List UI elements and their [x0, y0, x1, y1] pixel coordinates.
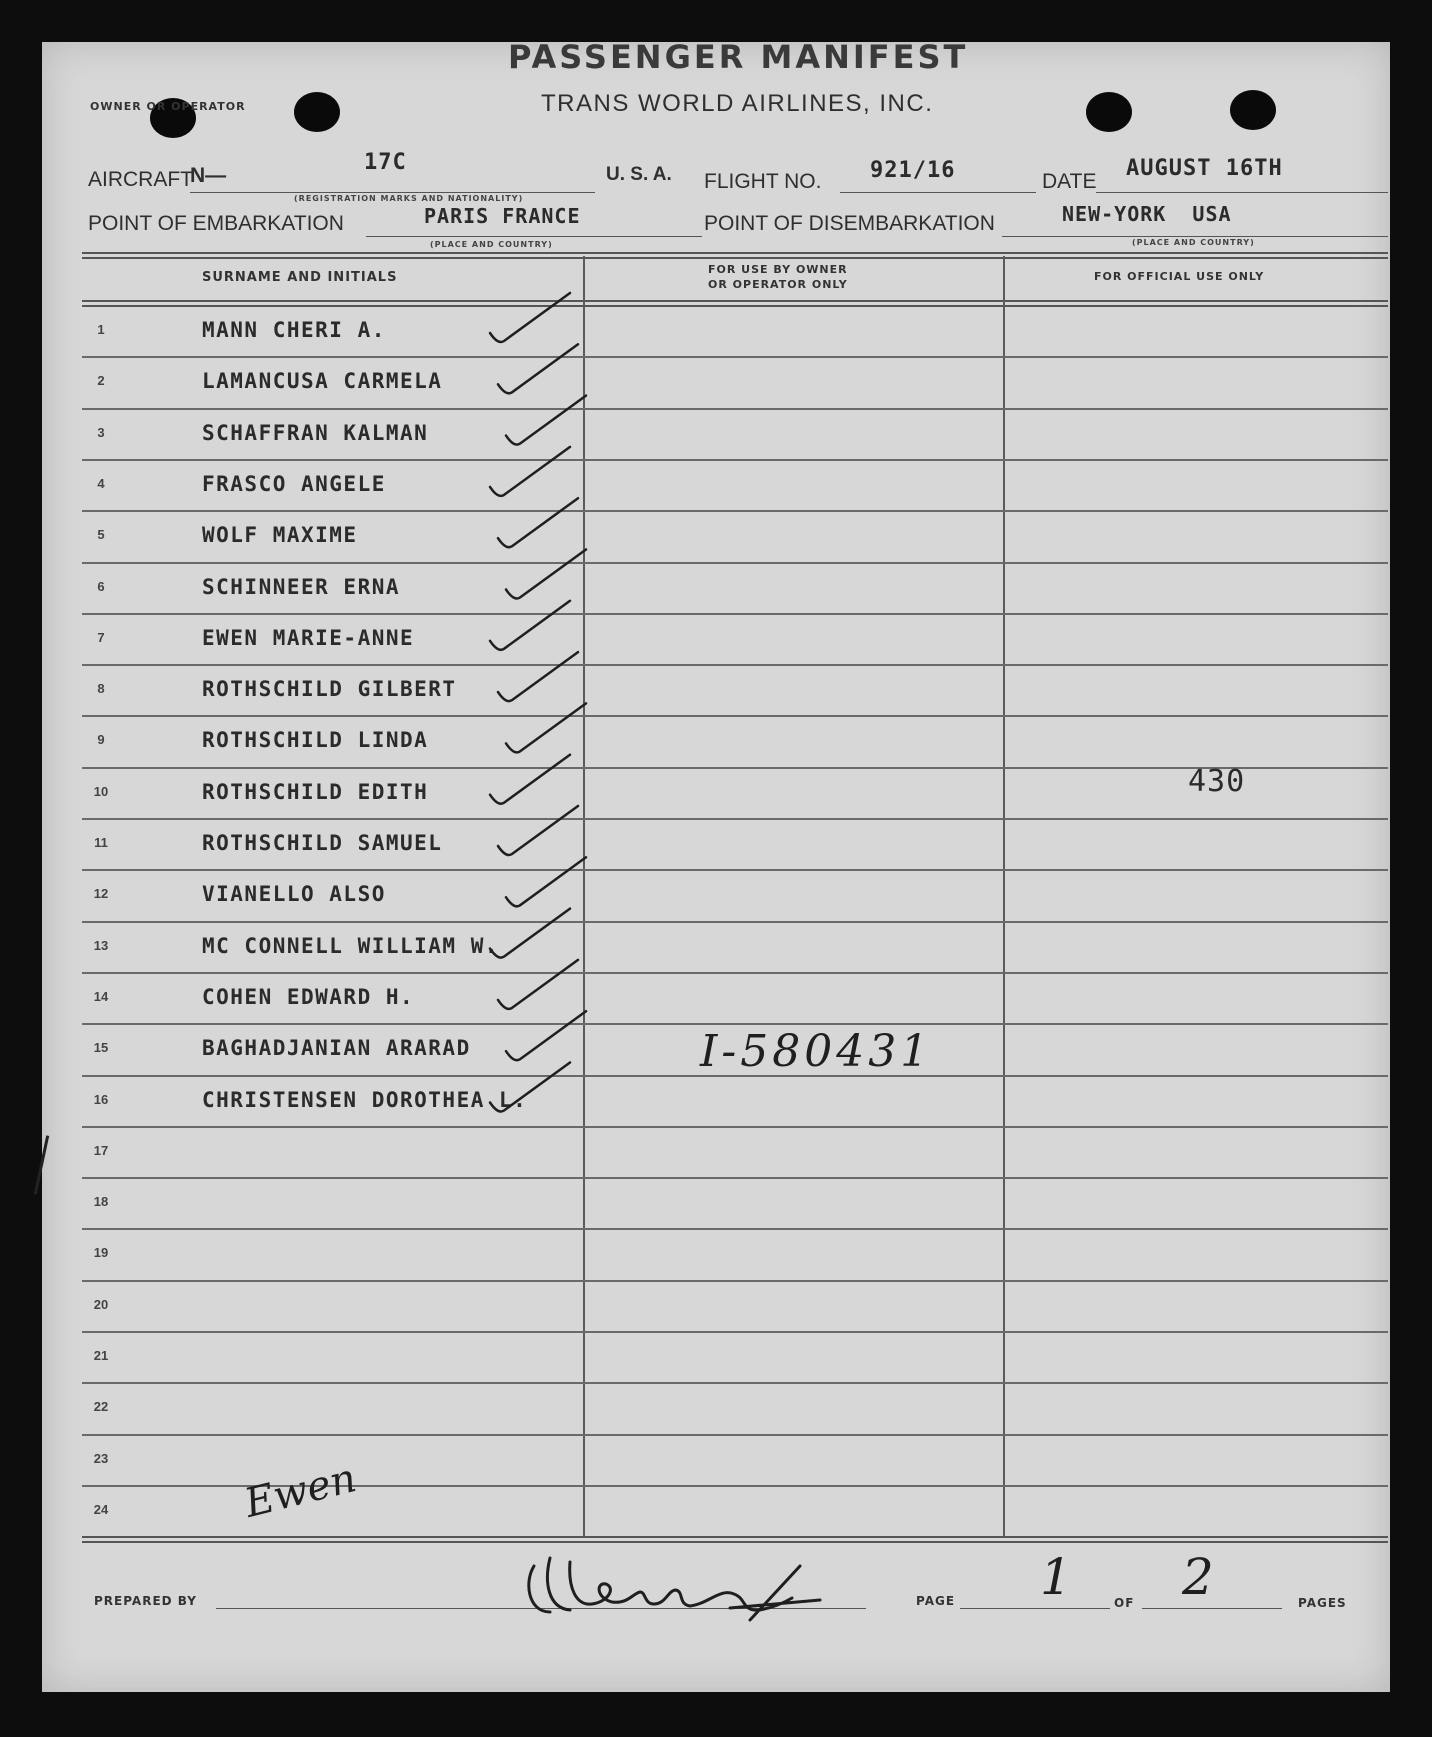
passenger-name: FRASCO ANGELE [202, 471, 386, 496]
row-number: 21 [93, 1348, 109, 1363]
official-number: 430 [1188, 764, 1246, 799]
aircraft-value: 17C [364, 150, 407, 175]
passenger-name: MANN CHERI A. [202, 318, 386, 342]
manifest-title: PASSENGER MANIFEST [508, 38, 969, 76]
checkmark [498, 960, 578, 1009]
of-label: OF [1114, 1596, 1135, 1610]
embarkation-caption: (PLACE AND COUNTRY) [430, 240, 553, 249]
checkmark [490, 601, 570, 650]
page-value: 1 [1040, 1548, 1072, 1606]
checkmark [498, 806, 578, 855]
flight-no-value: 921/16 [870, 158, 956, 183]
prepared-by-label: PREPARED BY [94, 1594, 197, 1608]
passenger-name: BAGHADJANIAN ARARAD [202, 1036, 471, 1061]
row-number: 7 [97, 629, 105, 645]
owner-operator-label: OWNER OR OPERATOR [90, 100, 246, 113]
passenger-name: VIANELLO ALSO [202, 882, 386, 907]
row-number: 17 [93, 1142, 109, 1158]
passenger-name: SCHINNEER ERNA [202, 574, 401, 599]
passenger-name: ROTHSCHILD GILBERT [202, 677, 457, 702]
passenger-name: EWEN MARIE-ANNE [202, 625, 415, 650]
passenger-name: ROTHSCHILD LINDA [202, 728, 429, 753]
row-number: 5 [97, 527, 105, 543]
checkmark [490, 909, 570, 958]
disembarkation-caption: (PLACE AND COUNTRY) [1132, 238, 1255, 247]
airline-name: TRANS WORLD AIRLINES, INC. [541, 90, 934, 117]
row-number: 14 [93, 988, 109, 1004]
embarkation-label: POINT OF EMBARKATION [88, 212, 344, 235]
row-number: 19 [93, 1245, 109, 1261]
aircraft-prefix: N— [190, 164, 227, 187]
of-value: 2 [1182, 1548, 1214, 1606]
col-header-owner-use: FOR USE BY OWNER OR OPERATOR ONLY [708, 263, 848, 291]
row-number: 23 [93, 1450, 109, 1466]
row-number: 3 [97, 424, 105, 440]
row-number: 6 [97, 578, 105, 594]
checkmark [506, 396, 586, 445]
row-number: 1 [97, 322, 105, 337]
passenger-name: SCHAFFRAN KALMAN [202, 420, 429, 445]
passenger-name: ROTHSCHILD SAMUEL [202, 831, 443, 855]
passenger-name: COHEN EDWARD H. [202, 984, 415, 1009]
checkmark [498, 498, 578, 547]
disembarkation-value: NEW-YORK USA [1062, 202, 1232, 226]
flight-no-label: FLIGHT NO. [704, 170, 822, 193]
row-number: 8 [97, 681, 105, 697]
row-number: 15 [93, 1040, 109, 1056]
checkmark [490, 755, 570, 804]
registration-caption: (REGISTRATION MARKS AND NATIONALITY) [294, 194, 524, 203]
row-number: 4 [97, 475, 105, 491]
usa-label: U. S. A. [606, 164, 672, 185]
checkmark [506, 857, 586, 906]
embarkation-value: PARIS FRANCE [424, 204, 581, 228]
page-label: PAGE [916, 1594, 956, 1608]
row-number: 20 [93, 1296, 109, 1312]
aircraft-label: AIRCRAFT [88, 168, 193, 191]
row-number: 22 [93, 1399, 109, 1415]
pages-label: PAGES [1298, 1596, 1347, 1610]
passenger-name: CHRISTENSEN DOROTHEA L. [202, 1087, 528, 1112]
checkmark [490, 1063, 570, 1112]
checkmark [498, 652, 578, 701]
checkmark [506, 1011, 586, 1060]
row-number: 2 [97, 373, 105, 389]
row-number: 18 [93, 1194, 109, 1210]
passenger-name: ROTHSCHILD EDITH [202, 779, 429, 804]
checkmark [506, 703, 586, 752]
checkmark [490, 293, 570, 342]
row-number: 9 [97, 732, 105, 748]
col-header-official-use: FOR OFFICIAL USE ONLY [1094, 270, 1265, 283]
row-number: 10 [93, 783, 109, 799]
owner-number-handwritten: I-580431 [700, 1026, 933, 1077]
passenger-name: MC CONNELL WILLIAM W. [202, 933, 500, 958]
passenger-name: LAMANCUSA CARMELA [202, 369, 443, 394]
disembarkation-label: POINT OF DISEMBARKATION [704, 212, 995, 235]
row24-handwritten: Ewen [240, 1455, 361, 1527]
checkmark [490, 447, 570, 496]
date-value: AUGUST 16TH [1126, 156, 1283, 181]
date-label: DATE [1042, 170, 1097, 193]
row-number: 12 [93, 886, 109, 902]
row-number: 13 [93, 937, 109, 953]
row-number: 11 [94, 835, 108, 850]
passenger-name: WOLF MAXIME [202, 523, 358, 548]
row-number: 24 [93, 1501, 109, 1517]
checkmark [498, 344, 578, 393]
col-header-surname: SURNAME AND INITIALS [202, 270, 398, 285]
checkmark [506, 550, 586, 599]
row-number: 16 [93, 1091, 109, 1107]
